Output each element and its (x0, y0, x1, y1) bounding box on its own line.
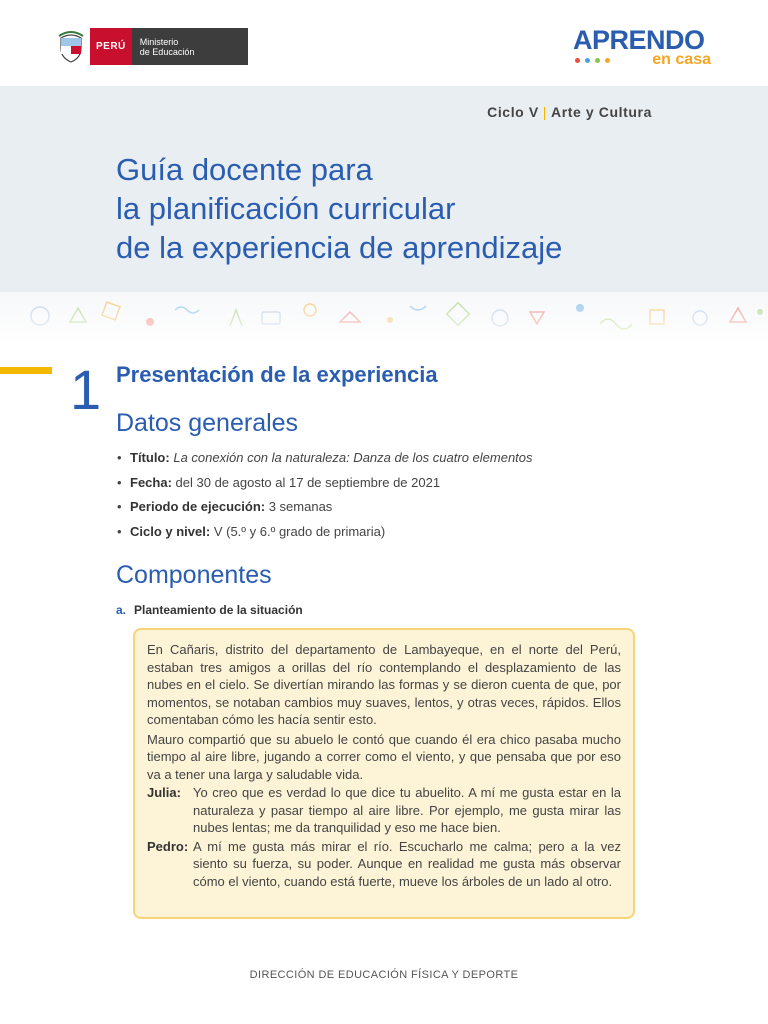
item-value: del 30 de agosto al 17 de septiembre de 2021 (175, 474, 441, 490)
government-logo (56, 28, 248, 65)
ministry-line-2: de Educación (139, 46, 195, 57)
speaker-name: Pedro: (147, 838, 189, 854)
aprendo-en-casa-logo (573, 26, 713, 70)
story-paragraph-2: Mauro compartió que su abuelo le contó que cuando él era chico pasaba mucho tiempo al aire libre, jugando a correr como el viento, y que pensaba que por eso va a tener una larga y saludable vida. (147, 731, 621, 782)
list-item (116, 524, 676, 540)
list-item (116, 450, 676, 466)
title-band (0, 86, 768, 292)
subsection-letter: a. (116, 603, 127, 617)
dialog-pedro (147, 838, 621, 891)
cycle-area-label (487, 104, 652, 120)
coat-of-arms-icon (56, 28, 86, 65)
separator: | (542, 104, 548, 120)
subsection-title: Planteamiento de la situación (134, 603, 303, 617)
speaker-text: Yo creo que es verdad lo que dice tu abuelito. A mí me gusta estar en la naturaleza y pasar tiempo al aire libre. Por ejemplo, me gusta mirar las nubes lentas; me da tranquilidad y eso me hace bien. (193, 785, 621, 835)
situation-box (133, 628, 635, 919)
page-title (116, 150, 716, 267)
brand-subtitle: en casa (652, 51, 711, 68)
item-value: 3 semanas (268, 499, 333, 514)
section-accent-line (0, 367, 52, 374)
subsection-heading (116, 603, 303, 617)
decorative-pattern (0, 292, 768, 344)
area-label: Arte y Cultura (551, 104, 652, 120)
general-data-list (116, 450, 676, 548)
list-item (116, 499, 676, 515)
speaker-text: A mí me gusta más mirar el río. Escucharlo me calma; pero a la vez siento su fuerza, su poder. Aunque en realidad me gusta más observar cómo el viento, cuando está fuerte, mueve los árboles de un lado al otro. (193, 838, 621, 889)
item-label: Ciclo y nivel: (130, 523, 211, 539)
brand-dots-icon (575, 58, 610, 63)
item-label: Título: (130, 450, 170, 465)
section-title: Presentación de la experiencia (116, 362, 438, 387)
story-paragraph-1: En Cañaris, distrito del departamento de Lambayeque, en el norte del Perú, estaban tres amigos a orillas del río contemplando el desplazamiento de las nubes en el cielo. Se divertían mirando las formas y se dieron cuenta de que, por momentos, se notaban cambios muy suaves, lentos, y otras veces, rápidos. Ellos comentaban cómo les hacía sentir esto. (147, 642, 621, 727)
title-line-1: Guía docente para (116, 152, 373, 187)
ministry-line-1: Ministerio (139, 36, 179, 47)
componentes-heading: Componentes (116, 561, 272, 589)
datos-generales-heading: Datos generales (116, 409, 299, 437)
speaker-name: Julia: (147, 785, 181, 800)
item-label: Fecha: (130, 474, 172, 490)
item-value: La conexión con la naturaleza: Danza de los cuatro elementos (173, 450, 533, 465)
section-number: 1 (70, 358, 102, 421)
page-footer: DIRECCIÓN DE EDUCACIÓN FÍSICA Y DEPORTE (249, 969, 519, 981)
title-line-3: de la experiencia de aprendizaje (116, 230, 563, 265)
list-item (116, 475, 676, 491)
ministry-label (132, 28, 248, 65)
page-header (0, 0, 768, 86)
item-value: V (5.º y 6.º grado de primaria) (213, 523, 386, 539)
item-label: Periodo de ejecución: (130, 499, 266, 514)
dialog-julia (147, 784, 621, 837)
title-line-2: la planificación curricular (116, 191, 456, 226)
cycle-label: Ciclo V (487, 104, 539, 120)
brand-title: APRENDO (573, 25, 705, 55)
peru-label: PERÚ (90, 28, 132, 65)
